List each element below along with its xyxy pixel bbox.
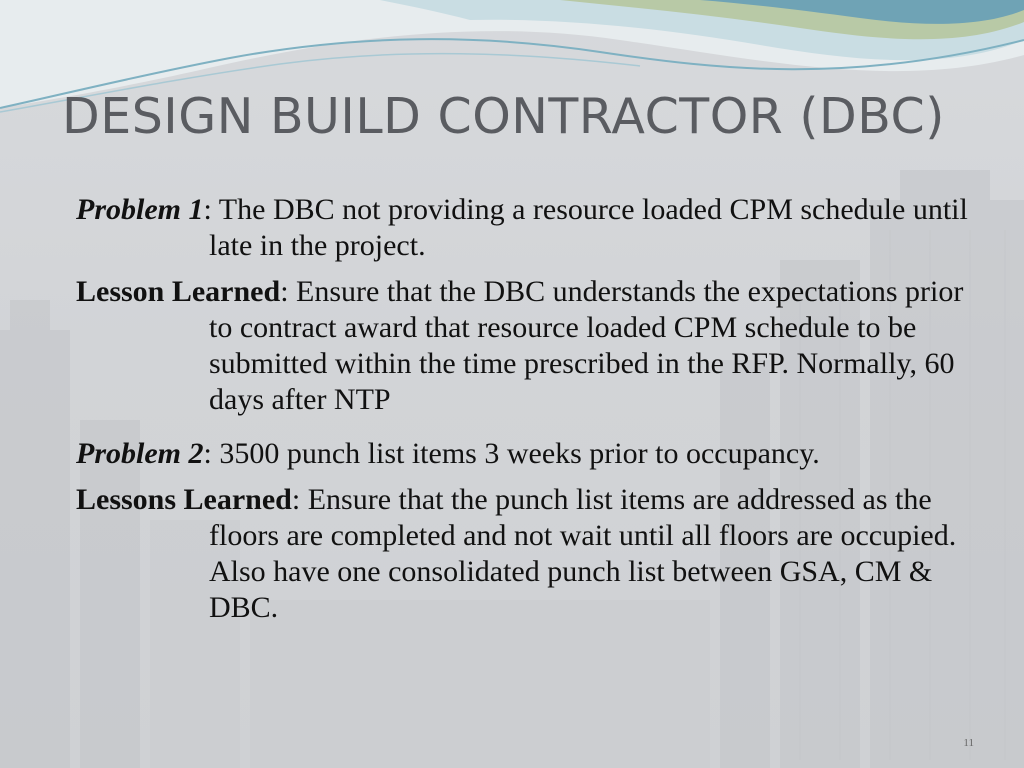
lessons-learned-2-label: Lessons Learned (76, 483, 292, 516)
lesson-learned-1-entry (76, 274, 976, 418)
problem-1-separator: : (203, 193, 219, 226)
problem-2-separator: : (203, 437, 220, 470)
slide-body (76, 192, 976, 636)
lessons-learned-2-entry (76, 482, 976, 626)
lesson-learned-1-label: Lesson Learned (76, 275, 281, 308)
lessons-learned-2-text: Ensure that the punch list items are addressed as the floors are completed and not wait until all floors are occupied. Also have one consolidated punch list between GSA, CM & DBC. (209, 483, 957, 624)
slide-title: DESIGN BUILD CONTRACTOR (DBC) (62, 88, 945, 145)
lesson-learned-1-text: Ensure that the DBC understands the expectations prior to contract award that resource loaded CPM schedule to be submitted within the time prescribed in the RFP. Normally, 60 days after NTP (209, 275, 964, 416)
problem-1-label: Problem 1 (76, 193, 204, 226)
lessons-learned-2-separator: : (291, 483, 308, 516)
problem-2-entry (76, 436, 976, 472)
problem-2-text: 3500 punch list items 3 weeks prior to occupancy. (219, 437, 820, 470)
problem-2-label: Problem 2 (76, 437, 204, 470)
page-number: 11 (963, 737, 974, 749)
lesson-learned-1-separator: : (280, 275, 297, 308)
problem-1-text: The DBC not providing a resource loaded CPM schedule until late in the project. (209, 193, 968, 262)
problem-1-entry (76, 192, 976, 264)
